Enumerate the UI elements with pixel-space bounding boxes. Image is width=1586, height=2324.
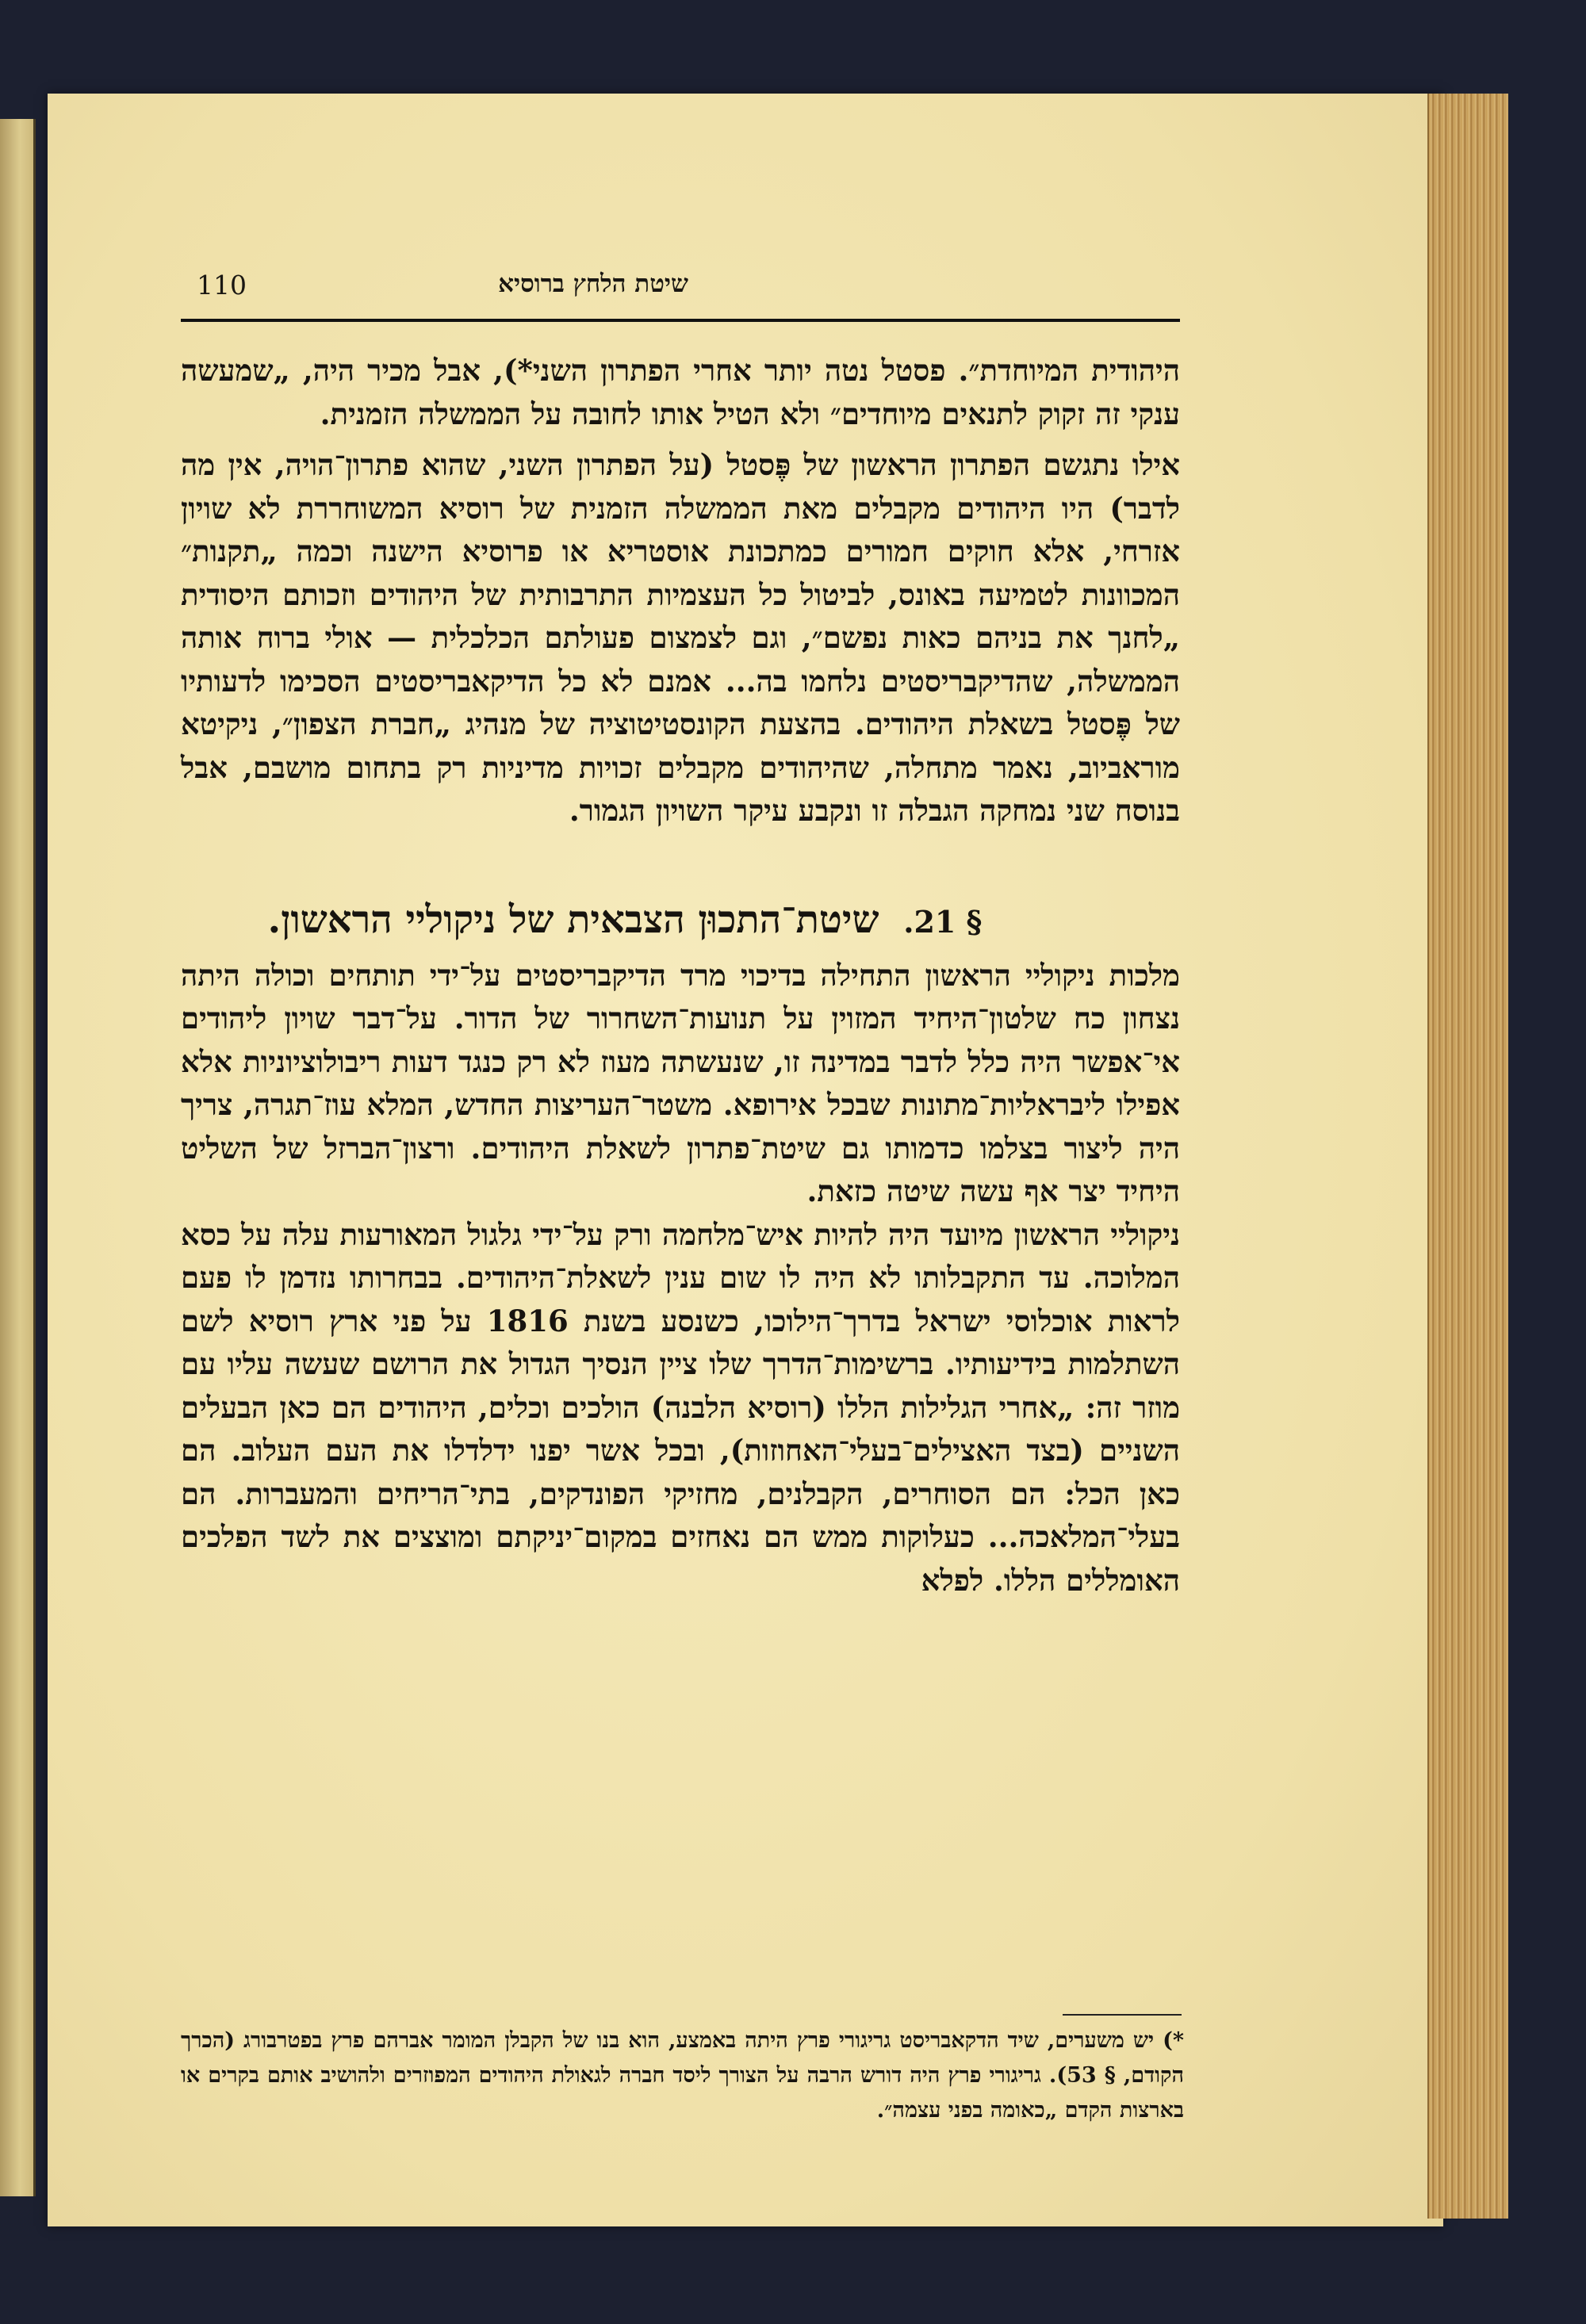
- running-header: [181, 270, 1180, 309]
- paragraph: מלכות ניקוליי הראשון התחילה בדיכוי מרד הדיקבריסטים על־ידי תותחים וכולה היתה נצחון כח שלטון־היחיד המזוין על תנועות־השחרור של הדור. על־דבר שויון ליהודים אי־אפשר היה כלל לדבר במדינה זו, שנעשתה מעוז לא רק כנגד דעות ריבולוציוניות אלא אפילו ליבראליות־מתונות שבכל אירופא. משטר־העריצות החדש, המלא עוז־תגרה, צריך היה ליצור בצלמו כדמותו גם שיטת־פתרון לשאלת היהודים. ורצון־הברזל של השליט היחיד יצר אף עשה שיטה כזאת.: [181, 957, 1180, 1208]
- footnote-rule: [1063, 2014, 1182, 2016]
- footnotes: [181, 2023, 1184, 2128]
- section-title: שיטת־התכוּן הצבאית של ניקוליי הראשון.: [267, 897, 879, 942]
- footnote: *) יש משערים, שיד הדקאבריסט גריגורי פרץ היתה באמצע, הוא בנו של הקבלן המומר אברהם פרץ בפטרבורג (הכרך הקודם, § 53). גריגורי פרץ היה דורש הרבה על הצורך ליסד חברה לגאולת היהודים המפוזרים ולהושיב אותם בקרים או בארצות הקדם „כאומה בפני עצמה״.: [181, 2028, 1184, 2123]
- page-stack-edge: [1427, 94, 1508, 2219]
- facing-page-edge: [0, 119, 36, 2196]
- section-number: § 21.: [903, 903, 983, 940]
- running-title: שיטת הלחץ ברוסיא: [498, 270, 688, 298]
- paragraph: ניקוליי הראשון מיועד היה להיות איש־מלחמה ורק על־ידי גלגול המאורעות עלה על כסא המלוכה. עד התקבלותו לא היה לו שום ענין לשאלת־היהודים. בבחרותו נזדמן לו פעם לראות אוכלוסי ישראל בדרך־הילוכו, כשנסע בשנת 1816 על פני ארץ רוסיא לשם השתלמות בידיעותיו. ברשימות־הדרך שלו ציין הנסיך הגדול את הרושם שעשה עליו עם מוזר זה: „אחרי הגלילות הללו (רוסיא הלבנה) הולכים וכלים, היהודים הם כאן הבעלים השניים (בצד האצילים־בעלי־האחוזות), ובכל אשר יפנו ידלדלו את העם העלוב. הם כאן הכל: הם הסוחרים, הקבלנים, מחזיקי הפונדקים, בתי־הריחים והמעברות. הם בעלי־המלאכה... כעלוקות ממש הם נאחזים במקום־יניקתם ומוצצים את לשד הפלכים האומללים הללו. לפלא: [181, 1216, 1180, 1598]
- paragraph: היהודית המיוחדת״. פסטל נטה יותר אחרי הפתרון השני*), אבל מכיר היה, „שמעשה ענקי זה זקוק לתנאים מיוחדים״ ולא הטיל אותו לחובה על הממשלה הזמנית.: [181, 353, 1180, 431]
- main-text: [181, 349, 1180, 1602]
- paragraph: אילו נתגשם הפתרון הראשון של פֶּסטל (על הפתרון השני, שהוא פתרון־הויה, אין מה לדבר) היו היהודים מקבלים מאת הממשלה הזמנית של רוסיא המשוחררת לא שויון אזרחי, אלא חוקים חמורים כמתכונת אוסטריא או פרוסיא הישנה וכמה „תקנות״ המכוונות לטמיעה באונס, לביטול כל העצמיות התרבותית של היהודים וזכותם היסודית „לחנך את בניהם כאות נפשם״, וגם לצמצום פעולתם הכלכלית — אולי ברוח אותה הממשלה, שהדיקבריסטים נלחמו בה... אמנם לא כל הדיקאבריסטים הסכימו לדעותיו של פֶּסטל בשאלת היהודים. בהצעת הקונסטיטוציה של מנהיג „חברת הצפון״, ניקיטא מוראביוב, נאמר מתחלה, שהיהודים מקבלים זכויות מדיניות רק בתחום מושבם, אבל בנוסח שני נמחקה הגבלה זו ונקבע עיקר השויון הגמור.: [181, 447, 1180, 828]
- section-heading: [181, 888, 1180, 954]
- header-rule: [181, 319, 1180, 322]
- page-number: 110: [197, 270, 247, 301]
